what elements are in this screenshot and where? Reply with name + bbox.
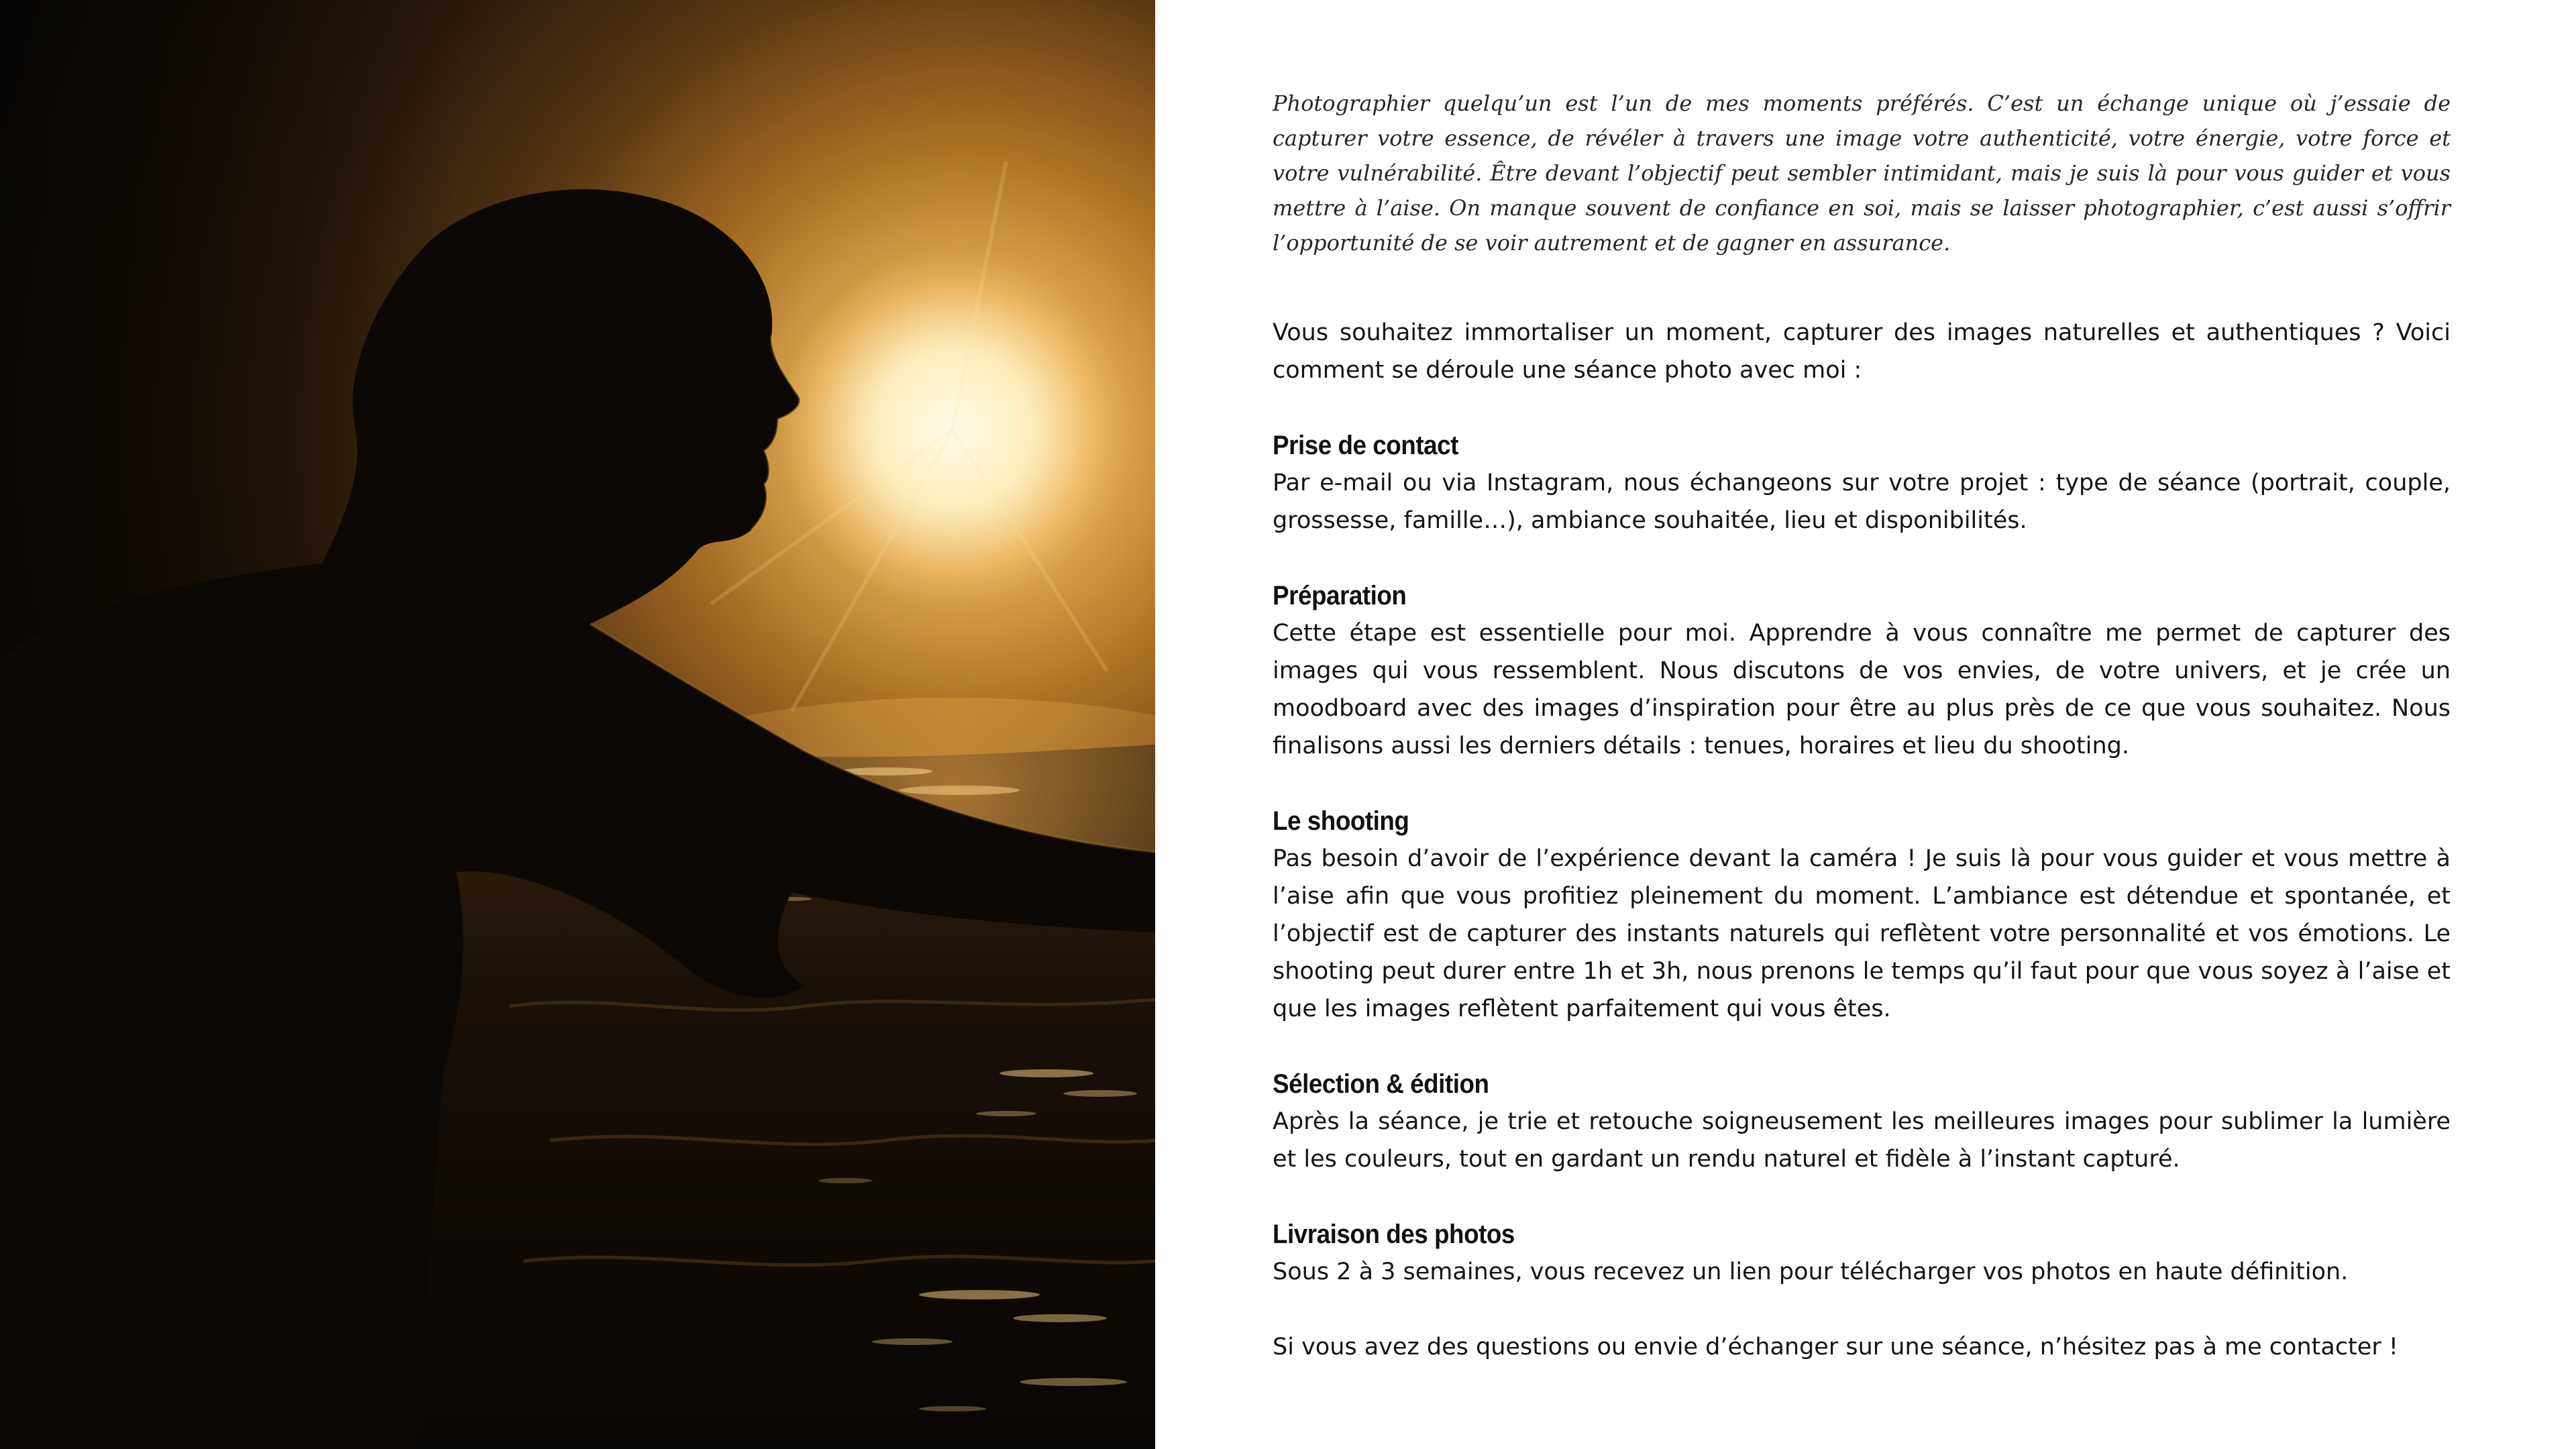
section-title: Préparation <box>1273 581 1407 610</box>
section-title: Livraison des photos <box>1273 1220 1515 1249</box>
intro-paragraph: Photographier quelqu’un est l’un de mes moments préférés. C’est un échange unique où j’essaie de capturer votre essence, de révéler à travers une image votre authenticité, votre énergie, votre force et votre vulnérabilité. Être devant l’objectif peut sembler intimidant, mais je suis là pour vous guider et vous mettre à l’aise. On manque souvent de confiance en soi, mais se laisser photographier, c’est aussi s’offrir l’opportunité de se voir autrement et de gagner en assurance. <box>1273 91 2451 256</box>
section-prise-de-contact <box>1273 427 2451 539</box>
sunset-silhouette-photo <box>0 0 1155 1449</box>
section-le-shooting <box>1273 802 2451 1028</box>
section-body: Après la séance, je trie et retouche soigneusement les meilleures images pour sublimer la lumière et les couleurs, tout en gardant un rendu naturel et fidèle à l’instant capturé. <box>1273 1108 2451 1173</box>
photo-panel <box>0 0 1155 1449</box>
section-title: Sélection & édition <box>1273 1069 1489 1099</box>
content-column <box>1273 86 2451 1366</box>
section-body: Sous 2 à 3 semaines, vous recevez un lien pour télécharger vos photos en haute définition. <box>1273 1258 2349 1285</box>
section-body: Cette étape est essentielle pour moi. Apprendre à vous connaître me permet de capturer des images qui vous ressemblent. Nous discutons de vos envies, de votre univers, et je crée un moodboard avec des images d’inspiration pour être au plus près de ce que vous souhaitez. Nous finalisons aussi les derniers détails : tenues, horaires et lieu du shooting. <box>1273 620 2451 759</box>
section-selection-edition <box>1273 1065 2451 1178</box>
closing-paragraph: Si vous avez des questions ou envie d’échanger sur une séance, n’hésitez pas à me contacter ! <box>1273 1334 2398 1360</box>
section-body: Par e-mail ou via Instagram, nous échangeons sur votre projet : type de séance (portrait, couple, grossesse, famille…), ambiance souhaitée, lieu et disponibilités. <box>1273 470 2451 534</box>
section-livraison-des-photos <box>1273 1216 2451 1291</box>
section-preparation <box>1273 577 2451 765</box>
section-body: Pas besoin d’avoir de l’expérience devant la caméra ! Je suis là pour vous guider et vous mettre à l’aise afin que vous profitiez pleinement du moment. L’ambiance est détendue et spontanée, et l’objectif est de capturer des instants naturels qui reflètent votre personnalité et vos émotions. Le shooting peut durer entre 1h et 3h, nous prenons le temps qu’il faut pour que vous soyez à l’aise et que les images reflètent parfaitement qui vous êtes. <box>1273 845 2451 1022</box>
section-title: Le shooting <box>1273 806 1409 836</box>
text-panel <box>1155 0 2576 1449</box>
lead-paragraph: Vous souhaitez immortaliser un moment, capturer des images naturelles et authentiques ? Voici comment se déroule une séance photo avec moi : <box>1273 319 2451 384</box>
section-title: Prise de contact <box>1273 431 1458 460</box>
